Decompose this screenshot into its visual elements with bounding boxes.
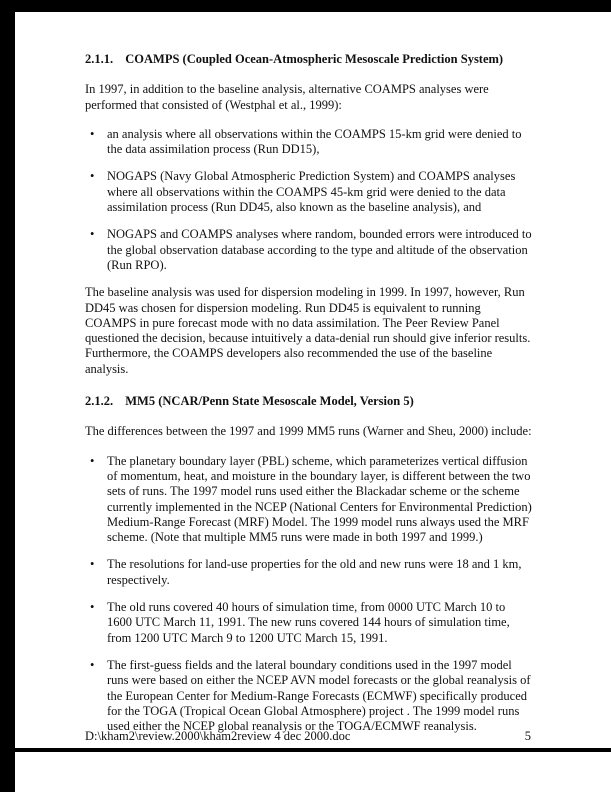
paragraph-coamps-intro: In 1997, in addition to the baseline analysis, alternative COAMPS analyses were performed that consisted of (Westphal et al., 1999):: [85, 82, 489, 112]
bullet-item: [85, 169, 532, 215]
bullet-text: The old runs covered 40 hours of simulation time, from 0000 UTC March 10 to 1600 UTC March 11, 1991. The new runs covered 144 hours of simulation time, from 1200 UTC March 9 to 1200 UTC March 15, 1991.: [107, 600, 510, 645]
bullet-marker: •: [90, 169, 95, 184]
bullet-text: The first-guess fields and the lateral boundary conditions used in the 1997 model runs were based on either the NCEP AVN model forecasts or the global reanalysis of the European Center for Medium-Range Forecasts (ECMWF) specifically produced for the TOGA (Tropical Ocean Global Atmosphere) project . The 1999 model runs used either the NCEP global reanalysis or the TOGA/ECMWF reanalysis.: [107, 657, 531, 734]
paragraph-mm5-intro: The differences between the 1997 and 1999 MM5 runs (Warner and Sheu, 2000) include:: [85, 424, 532, 439]
bullet-item: [85, 127, 532, 158]
footer-file-path: D:\kham2\review.2000\kham2review 4 dec 2000.doc: [85, 729, 351, 743]
bullet-marker: •: [90, 657, 95, 672]
coamps-bullet-list: [85, 127, 532, 273]
bullet-text: The resolutions for land-use properties for the old and new runs were 18 and 1 km, respectively.: [107, 557, 522, 587]
bullet-item: [85, 454, 532, 546]
bullet-marker: •: [90, 227, 95, 242]
section-heading-mm5: [85, 394, 532, 409]
bullet-item: [85, 557, 532, 588]
mm5-bullet-list: [85, 454, 532, 735]
section-number: 2.1.1.: [85, 52, 114, 66]
bullet-marker: •: [90, 453, 95, 468]
footer-page-number: 5: [524, 729, 531, 743]
document-content: [85, 52, 532, 746]
scan-edge-top: [0, 0, 611, 12]
bullet-item: [85, 227, 532, 273]
scan-edge-left: [0, 0, 15, 792]
section-number: 2.1.2.: [85, 394, 114, 409]
bullet-item: [85, 600, 532, 646]
bullet-text: an analysis where all observations within the COAMPS 15-km grid were denied to the data assimilation process (Run DD15),: [107, 126, 522, 157]
section-heading-coamps: [85, 52, 532, 67]
bullet-item: [85, 658, 532, 734]
bullet-marker: •: [90, 126, 95, 141]
bullet-marker: •: [90, 600, 95, 615]
scan-edge-bottom: [0, 748, 611, 752]
section-title: MM5 (NCAR/Penn State Mesoscale Model, Version 5): [125, 394, 414, 409]
bullet-text: NOGAPS and COAMPS analyses where random, bounded errors were introduced to the global observation database according to the type and altitude of the observation (Run RPO).: [107, 227, 532, 272]
page-footer: [85, 729, 531, 744]
bullet-text: The planetary boundary layer (PBL) scheme, which parameterizes vertical diffusion of momentum, heat, and moisture in the boundary layer, is different between the two sets of runs. The 1997 model runs used either the Blackadar scheme or the scheme currently implemented in the NCEP (National Centers for Environmental Prediction) Medium-Range Forecast (MRF) Model. The 1999 model runs always used the MRF scheme. (Note that multiple MM5 runs were made in both 1997 and 1999.): [107, 453, 532, 545]
bullet-text: NOGAPS (Navy Global Atmospheric Prediction System) and COAMPS analyses where all observations within the COAMPS 45-km grid were denied to the data assimilation process (Run DD45, also known as the baseline analysis), and: [107, 169, 516, 215]
paragraph-coamps-closing: The baseline analysis was used for dispersion modeling in 1999. In 1997, however, Run DD45 was chosen for dispersion modeling. Run DD45 is equivalent to running COAMPS in pure forecast mode with no data assimilation. The Peer Review Panel questioned the decision, because intuitively a data-denial run should give inferior results. Furthermore, the COAMPS developers also recommended the use of the baseline analysis.: [85, 285, 531, 376]
bullet-marker: •: [90, 557, 95, 572]
section-title: COAMPS (Coupled Ocean-Atmospheric Mesoscale Prediction System): [125, 52, 504, 66]
